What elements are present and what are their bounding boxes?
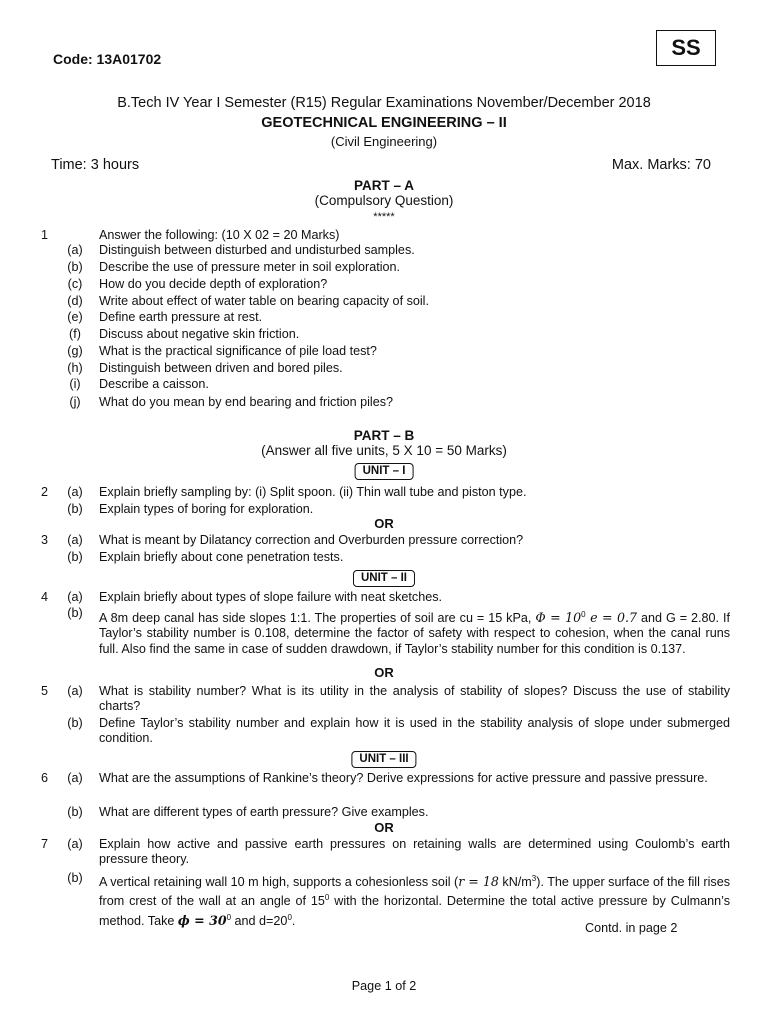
page-number: Page 1 of 2 xyxy=(351,979,417,993)
question-number: 4 xyxy=(41,590,49,604)
list-item: Distinguish between driven and bored piles. xyxy=(99,361,343,375)
question-text: Explain types of boring for exploration. xyxy=(99,502,314,516)
item-label: (c) xyxy=(67,277,83,291)
list-item: Write about effect of water table on bearing capacity of soil. xyxy=(99,294,429,308)
question-text: What is meant by Dilatancy correction and Overburden pressure correction? xyxy=(99,533,524,547)
item-label: (a) xyxy=(67,837,83,851)
max-marks: Max. Marks: 70 xyxy=(611,157,711,173)
item-label: (a) xyxy=(67,684,83,698)
phi-equation: ϕ = 30 xyxy=(177,912,227,928)
separator-stars: ***** xyxy=(373,211,395,223)
question-text: A 8m deep canal has side slopes 1:1. The properties of soil are cu = 15 kPa, $\Phi = 10^0$ e = 0.7 and G = 2.80. If Taylor’s stability number is 0.108, determine the factor of safety with respect to cohesion, when the canal runs full. Also find the same in case of sudden drawdown, if Taylor’s stability number for this condition is 0.137. xyxy=(99,610,730,656)
item-label: (e) xyxy=(67,310,83,324)
question-text: Explain how active and passive earth pressures on retaining walls are determined using Coulomb’s earth pressure theory. xyxy=(99,837,730,867)
gamma-equation: r = 18 xyxy=(458,874,499,890)
set-code-box xyxy=(656,30,716,66)
item-label: (b) xyxy=(67,502,83,516)
list-item: What is the practical significance of pile load test? xyxy=(99,344,377,358)
item-label: (a) xyxy=(67,243,83,257)
part-a-subtitle: (Compulsory Question) xyxy=(314,193,454,208)
unit-badge: UNIT – II xyxy=(353,570,415,587)
item-label: (i) xyxy=(69,377,81,391)
item-label: (a) xyxy=(67,590,83,604)
item-label: (g) xyxy=(67,344,83,358)
question-text: What are different types of earth pressure? Give examples. xyxy=(99,805,429,819)
question-text: Explain briefly sampling by: (i) Split spoon. (ii) Thin wall tube and piston type. xyxy=(99,485,527,499)
part-a-title: PART – A xyxy=(353,178,414,193)
continued-note: Contd. in page 2 xyxy=(585,921,678,935)
part-b-subtitle: (Answer all five units, 5 X 10 = 50 Marks) xyxy=(261,443,507,458)
unit-badge: UNIT – I xyxy=(355,463,414,480)
subject-title: GEOTECHNICAL ENGINEERING – II xyxy=(261,115,507,131)
item-label: (a) xyxy=(67,771,83,785)
or-separator: OR xyxy=(374,820,394,835)
phi-equation: Φ = 10 xyxy=(535,610,582,626)
part-a-instruction: Answer the following: (10 X 02 = 20 Marks) xyxy=(99,228,340,242)
list-item: Define earth pressure at rest. xyxy=(99,310,263,324)
list-item: Describe a caisson. xyxy=(99,377,209,391)
item-label: (b) xyxy=(67,716,83,730)
item-label: (b) xyxy=(67,606,83,620)
item-label: (j) xyxy=(69,395,81,409)
question-text: A vertical retaining wall 10 m high, supports a cohesionless soil (r = 18 $kN/m^3$). The upper surface of the fill rises from crest of the wall at an angle of $15^0$ with the horizontal. Determine the total active pressure by Culmann’s method. Take $\phi = 30^0$ and $d=20^0$. xyxy=(99,874,730,928)
question-number: 1 xyxy=(41,228,49,242)
e-equation: e = 0.7 xyxy=(585,610,638,626)
exam-title: B.Tech IV Year I Semester (R15) Regular Examinations November/December 2018 xyxy=(117,95,651,111)
unit-badge: UNIT – III xyxy=(351,751,416,768)
question-number: 7 xyxy=(41,837,49,851)
list-item: What do you mean by end bearing and friction piles? xyxy=(99,395,394,409)
list-item: Discuss about negative skin friction. xyxy=(99,327,300,341)
question-text: Define Taylor’s stability number and explain how it is used in the stability analysis of slope under submerged condition. xyxy=(99,716,730,746)
item-label: (b) xyxy=(67,550,83,564)
or-separator: OR xyxy=(374,516,394,531)
item-label: (b) xyxy=(67,805,83,819)
question-number: 6 xyxy=(41,771,49,785)
question-text: Explain briefly about cone penetration tests. xyxy=(99,550,344,564)
list-item: Describe the use of pressure meter in soil exploration. xyxy=(99,260,400,274)
question-number: 5 xyxy=(41,684,49,698)
question-text: What is stability number? What is its utility in the analysis of stability of slopes? Discuss the use of stability charts? xyxy=(99,684,730,714)
question-text: What are the assumptions of Rankine’s theory? Derive expressions for active pressure and passive pressure. xyxy=(99,771,708,785)
paper-code: Code: 13A01702 xyxy=(53,51,162,67)
branch-name: (Civil Engineering) xyxy=(330,134,438,149)
item-label: (d) xyxy=(67,294,83,308)
list-item: How do you decide depth of exploration? xyxy=(99,277,328,291)
item-label: (h) xyxy=(67,361,83,375)
item-label: (f) xyxy=(69,327,81,341)
part-b-title: PART – B xyxy=(353,428,415,443)
item-label: (a) xyxy=(67,533,83,547)
question-number: 3 xyxy=(41,533,49,547)
item-label: (b) xyxy=(67,260,83,274)
question-text: Explain briefly about types of slope failure with neat sketches. xyxy=(99,590,443,604)
list-item: Distinguish between disturbed and undisturbed samples. xyxy=(99,243,415,257)
set-code: SS xyxy=(671,35,701,60)
item-label: (b) xyxy=(67,871,83,885)
question-number: 2 xyxy=(41,485,49,499)
item-label: (a) xyxy=(67,485,83,499)
or-separator: OR xyxy=(374,665,394,680)
exam-duration: Time: 3 hours xyxy=(51,157,140,173)
